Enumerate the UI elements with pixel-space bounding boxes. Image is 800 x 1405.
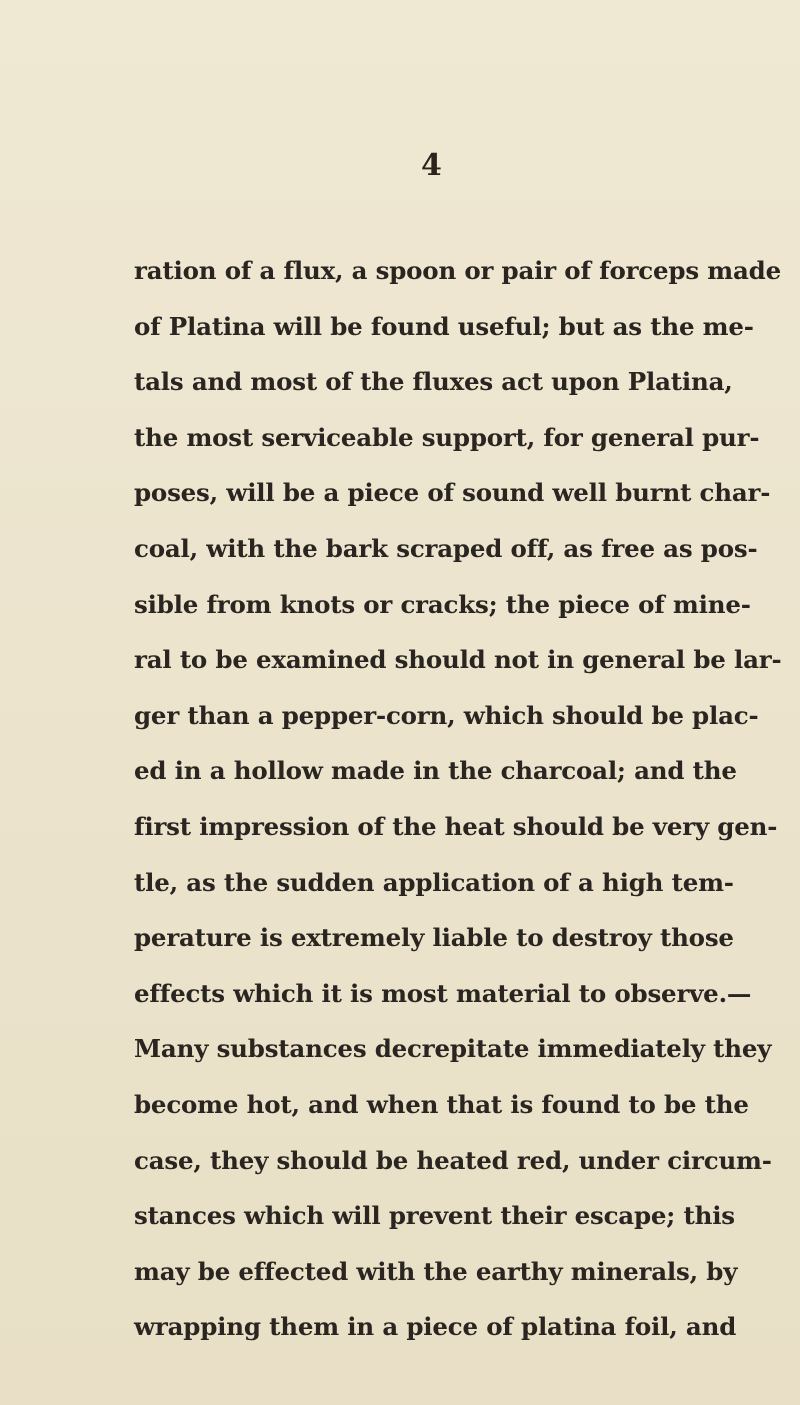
text-line: sible from knots or cracks; the piece of mine-	[134, 589, 751, 619]
text-line: wrapping them in a piece of platina foil, and	[134, 1312, 737, 1342]
text-line: become hot, and when that is found to be the	[134, 1089, 749, 1119]
page-number: 4	[421, 148, 442, 183]
text-line: the most serviceable support, for general pur-	[134, 422, 760, 452]
text-line: first impression of the heat should be very gen-	[134, 811, 778, 841]
text-line: perature is extremely liable to destroy those	[134, 923, 734, 953]
text-line: of Platina will be found useful; but as the me-	[134, 311, 754, 341]
text-line: ration of a flux, a spoon or pair of forceps made	[134, 256, 781, 285]
text-line: may be effected with the earthy minerals, by	[134, 1256, 738, 1286]
text-line: poses, will be a piece of sound well burnt char-	[134, 478, 771, 508]
text-line: tals and most of the fluxes act upon Platina,	[134, 367, 733, 397]
text-line: tle, as the sudden application of a high tem-	[134, 867, 734, 897]
body-text	[134, 243, 782, 1355]
text-line: Many substances decrepitate immediately they	[134, 1034, 772, 1064]
text-line: ral to be examined should not in general be lar-	[134, 645, 782, 675]
text-line: case, they should be heated red, under circum-	[134, 1145, 772, 1175]
text-line: effects which it is most material to observe.—	[134, 978, 752, 1008]
text-line: ger than a pepper-corn, which should be plac-	[134, 700, 759, 730]
text-line: ed in a hollow made in the charcoal; and the	[134, 756, 737, 786]
text-line: stances which will prevent their escape; this	[134, 1201, 735, 1231]
text-line: coal, with the bark scraped off, as free as pos-	[134, 533, 758, 563]
